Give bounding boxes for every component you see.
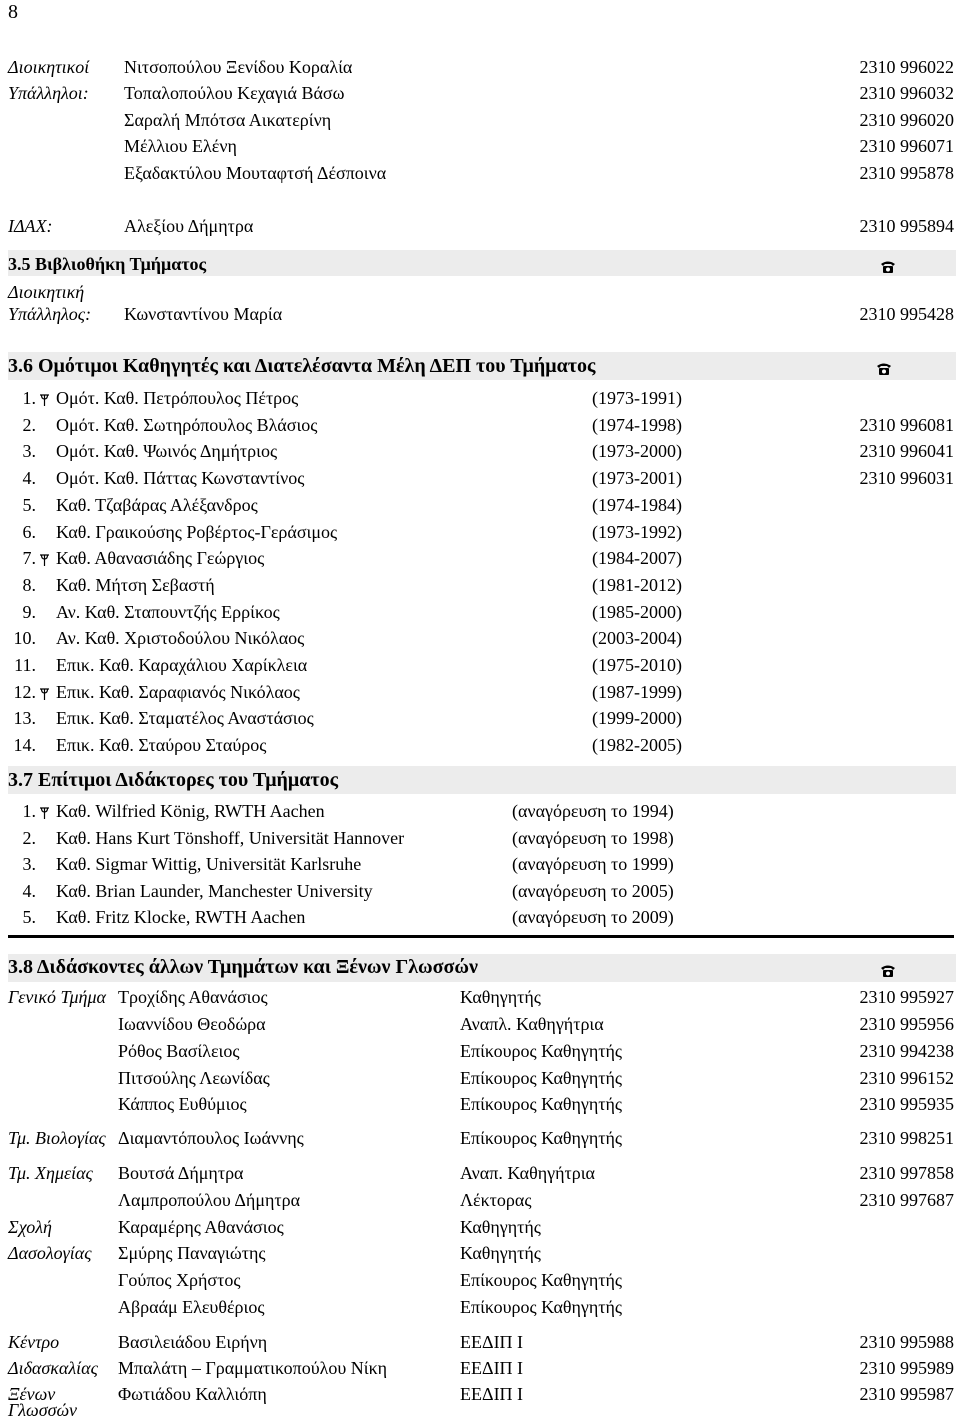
teacher-name: Καραμέρης Αθανάσιος xyxy=(118,1217,284,1237)
honorary-name: Καθ. Hans Kurt Tönshoff, Universität Hannover xyxy=(56,828,405,848)
emeriti-row-number: 11. xyxy=(14,655,36,675)
teacher-phone: 2310 995987 xyxy=(859,1384,954,1404)
library-label: Υπάλληλος: xyxy=(8,304,92,324)
teacher-phone: 2310 995927 xyxy=(859,987,954,1007)
teacher-role: ΕΕΔΙΠ Ι xyxy=(460,1384,524,1404)
teacher-phone: 2310 995988 xyxy=(859,1332,954,1352)
emeriti-row-number: 14. xyxy=(13,735,36,755)
emeriti-years: (1974-1984) xyxy=(592,495,682,515)
emeriti-row-number: 1. xyxy=(22,388,36,408)
honorary-note: (αναγόρευση το 1994) xyxy=(512,801,674,821)
emeriti-name: Αν. Καθ. Σταπουντζής Ερρίκος xyxy=(56,602,280,622)
teacher-role: Επίκουρος Καθηγητής xyxy=(460,1297,623,1317)
teacher-role: Καθηγητής xyxy=(460,1217,541,1237)
honorary-row-number: 4. xyxy=(22,881,36,901)
teacher-name: Βουτσά Δήμητρα xyxy=(118,1163,244,1183)
staff-name: Σαραλή Μπότσα Αικατερίνη xyxy=(124,110,332,130)
telephone-icon xyxy=(876,358,892,376)
honorary-row-number: 5. xyxy=(22,907,36,927)
honorary-note: (αναγόρευση το 2009) xyxy=(512,907,674,927)
teacher-phone: 2310 995956 xyxy=(859,1014,954,1034)
telephone-icon xyxy=(880,960,896,978)
deceased-cross-icon xyxy=(39,394,50,407)
emeriti-years: (1975-2010) xyxy=(592,655,682,675)
teacher-name: Λαμπροπούλου Δήμητρα xyxy=(118,1190,301,1210)
deceased-cross-icon xyxy=(38,685,52,703)
staff-phone: 2310 996022 xyxy=(859,57,954,77)
honorary-row-number: 2. xyxy=(22,828,36,848)
teacher-role: Επίκουρος Καθηγητής xyxy=(460,1128,623,1148)
teacher-name: Γούπος Χρήστος xyxy=(118,1270,241,1290)
staff-phone: 2310 996020 xyxy=(859,110,954,130)
teacher-role: Καθηγητής xyxy=(460,987,541,1007)
deceased-cross-icon xyxy=(39,807,50,820)
deceased-cross-icon xyxy=(38,551,52,569)
teacher-department: Κέντρο xyxy=(8,1332,60,1352)
emeriti-years: (1973-2000) xyxy=(592,441,682,461)
teacher-phone: 2310 994238 xyxy=(859,1041,954,1061)
teacher-phone: 2310 997687 xyxy=(859,1190,954,1210)
emeriti-heading: 3.6 Ομότιμοι Καθηγητές και Διατελέσαντα Μέλη ΔΕΠ του Τμήματος xyxy=(8,355,596,377)
honorary-note: (αναγόρευση το 1999) xyxy=(512,854,674,874)
emeriti-row-number: 2. xyxy=(22,415,36,435)
teacher-department: Ξένων xyxy=(8,1384,56,1404)
teacher-department: Τμ. Βιολογίας xyxy=(8,1128,106,1148)
honorary-row-number: 1. xyxy=(22,801,36,821)
emeriti-row-number: 5. xyxy=(22,495,36,515)
teacher-department: Γλωσσών xyxy=(8,1400,78,1420)
honorary-name: Καθ. Wilfried König, RWTH Aachen xyxy=(56,801,325,821)
honorary-row-number: 3. xyxy=(22,854,36,874)
emeriti-row-number: 7. xyxy=(22,548,36,568)
emeriti-name: Αν. Καθ. Χριστοδούλου Νικόλαος xyxy=(56,628,305,648)
emeriti-row-number: 4. xyxy=(22,468,36,488)
admin-staff-label: Υπάλληλοι: xyxy=(8,83,89,103)
staff-phone: 2310 996032 xyxy=(859,83,954,103)
emeriti-years: (1982-2005) xyxy=(592,735,682,755)
teacher-phone: 2310 997858 xyxy=(859,1163,954,1183)
emeriti-name: Επικ. Καθ. Σαραφιανός Νικόλαος xyxy=(56,682,300,702)
emeriti-row-number: 8. xyxy=(22,575,36,595)
library-label: Διοικητική xyxy=(8,282,85,302)
teacher-role: Λέκτορας xyxy=(460,1190,532,1210)
honorary-name: Καθ. Fritz Klocke, RWTH Aachen xyxy=(56,907,306,927)
emeriti-row-number: 9. xyxy=(22,602,36,622)
emeriti-name: Ομότ. Καθ. Σωτηρόπουλος Βλάσιος xyxy=(56,415,318,435)
teacher-role: Επίκουρος Καθηγητής xyxy=(460,1270,623,1290)
teacher-name: Μπαλάτη – Γραμματικοπούλου Νίκη xyxy=(118,1358,388,1378)
teacher-role: Επίκουρος Καθηγητής xyxy=(460,1068,623,1088)
honorary-name: Καθ. Brian Launder, Manchester University xyxy=(56,881,373,901)
deceased-cross-icon xyxy=(39,554,50,567)
idax-label: ΙΔΑΧ: xyxy=(8,216,53,236)
emeriti-name: Καθ. Μήτση Σεβαστή xyxy=(56,575,215,595)
teacher-role: Επίκουρος Καθηγητής xyxy=(460,1094,623,1114)
idax-phone: 2310 995894 xyxy=(859,216,954,236)
emeriti-row-number: 10. xyxy=(13,628,36,648)
emeriti-years: (1985-2000) xyxy=(592,602,682,622)
honorary-heading: 3.7 Επίτιμοι Διδάκτορες του Τμήματος xyxy=(8,769,339,791)
emeriti-years: (1984-2007) xyxy=(592,548,682,568)
emeriti-name: Ομότ. Καθ. Πάττας Κωνσταντίνος xyxy=(56,468,305,488)
teacher-role: Αναπ. Καθηγήτρια xyxy=(460,1163,595,1183)
library-heading: 3.5 Βιβλιοθήκη Τμήματος xyxy=(8,254,207,274)
teacher-name: Τροχίδης Αθανάσιος xyxy=(118,987,268,1007)
teacher-role: Αναπλ. Καθηγήτρια xyxy=(460,1014,604,1034)
teacher-role: ΕΕΔΙΠ Ι xyxy=(460,1358,524,1378)
page-number: 8 xyxy=(8,1,18,23)
idax-name: Αλεξίου Δήμητρα xyxy=(124,216,254,236)
teacher-name: Φωτιάδου Καλλιόπη xyxy=(118,1384,267,1404)
staff-name: Νιτσοπούλου Ξενίδου Κοραλία xyxy=(124,57,353,77)
teacher-name: Σμύρης Παναγιώτης xyxy=(118,1243,266,1263)
deceased-cross-icon xyxy=(38,391,52,409)
emeriti-phone: 2310 996031 xyxy=(859,468,954,488)
other-teachers-heading: 3.8 Διδάσκοντες άλλων Τμημάτων και Ξένων Γλωσσών xyxy=(8,956,478,978)
staff-phone: 2310 995878 xyxy=(859,163,954,183)
emeriti-years: (1999-2000) xyxy=(592,708,682,728)
honorary-name: Καθ. Sigmar Wittig, Universität Karlsruhe xyxy=(56,854,362,874)
emeriti-years: (1981-2012) xyxy=(592,575,682,595)
teacher-name: Ρόθος Βασίλειος xyxy=(118,1041,240,1061)
emeriti-name: Καθ. Αθανασιάδης Γεώργιος xyxy=(56,548,265,568)
teacher-name: Πιτσούλης Λεωνίδας xyxy=(118,1068,270,1088)
teacher-department: Σχολή xyxy=(8,1217,52,1237)
emeriti-name: Ομότ. Καθ. Πετρόπουλος Πέτρος xyxy=(56,388,299,408)
deceased-cross-icon xyxy=(39,688,50,701)
emeriti-phone: 2310 996041 xyxy=(859,441,954,461)
teacher-role: Επίκουρος Καθηγητής xyxy=(460,1041,623,1061)
teacher-name: Διαμαντόπουλος Ιωάννης xyxy=(118,1128,304,1148)
teacher-phone: 2310 996152 xyxy=(859,1068,954,1088)
teacher-name: Αβραάμ Ελευθέριος xyxy=(118,1297,265,1317)
staff-name: Μέλλιου Ελένη xyxy=(124,136,237,156)
teacher-name: Ιωαννίδου Θεοδώρα xyxy=(118,1014,266,1034)
teacher-role: Καθηγητής xyxy=(460,1243,541,1263)
emeriti-row-number: 6. xyxy=(22,522,36,542)
teacher-phone: 2310 995989 xyxy=(859,1358,954,1378)
teacher-department: Γενικό Τμήμα xyxy=(8,987,106,1007)
telephone-icon xyxy=(880,256,896,274)
library-phone: 2310 995428 xyxy=(859,304,954,324)
teacher-department: Διδασκαλίας xyxy=(8,1358,98,1378)
emeriti-years: (1987-1999) xyxy=(592,682,682,702)
teacher-department: Τμ. Χημείας xyxy=(8,1163,93,1183)
emeriti-name: Ομότ. Καθ. Ψωινός Δημήτριος xyxy=(56,441,278,461)
library-name: Κωνσταντίνου Μαρία xyxy=(124,304,283,324)
emeriti-name: Καθ. Τζαβάρας Αλέξανδρος xyxy=(56,495,258,515)
teacher-phone: 2310 995935 xyxy=(859,1094,954,1114)
emeriti-years: (2003-2004) xyxy=(592,628,682,648)
section-divider xyxy=(8,935,954,938)
teacher-role: ΕΕΔΙΠ Ι xyxy=(460,1332,524,1352)
teacher-name: Βασιλειάδου Ειρήνη xyxy=(118,1332,268,1352)
emeriti-years: (1973-1992) xyxy=(592,522,682,542)
emeriti-years: (1973-1991) xyxy=(592,388,682,408)
honorary-note: (αναγόρευση το 2005) xyxy=(512,881,674,901)
emeriti-name: Επικ. Καθ. Καραχάλιου Χαρίκλεια xyxy=(56,655,308,675)
emeriti-row-number: 12. xyxy=(13,682,36,702)
staff-name: Τοπαλοπούλου Κεχαγιά Βάσω xyxy=(124,83,345,103)
honorary-note: (αναγόρευση το 1998) xyxy=(512,828,674,848)
staff-name: Εξαδακτύλου Μουταφτσή Δέσποινα xyxy=(124,163,387,183)
staff-phone: 2310 996071 xyxy=(859,136,954,156)
teacher-phone: 2310 998251 xyxy=(859,1128,954,1148)
teacher-department: Δασολογίας xyxy=(8,1243,92,1263)
emeriti-row-number: 3. xyxy=(22,441,36,461)
emeriti-years: (1973-2001) xyxy=(592,468,682,488)
teacher-name: Κάππος Ευθύμιος xyxy=(118,1094,247,1114)
emeriti-name: Καθ. Γραικούσης Ροβέρτος-Γεράσιμος xyxy=(56,522,338,542)
emeriti-name: Επικ. Καθ. Σταύρου Σταύρος xyxy=(56,735,267,755)
emeriti-phone: 2310 996081 xyxy=(859,415,954,435)
emeriti-years: (1974-1998) xyxy=(592,415,682,435)
deceased-cross-icon xyxy=(38,804,52,822)
emeriti-name: Επικ. Καθ. Σταματέλος Αναστάσιος xyxy=(56,708,314,728)
admin-staff-label: Διοικητικοί xyxy=(8,57,90,77)
emeriti-row-number: 13. xyxy=(13,708,36,728)
